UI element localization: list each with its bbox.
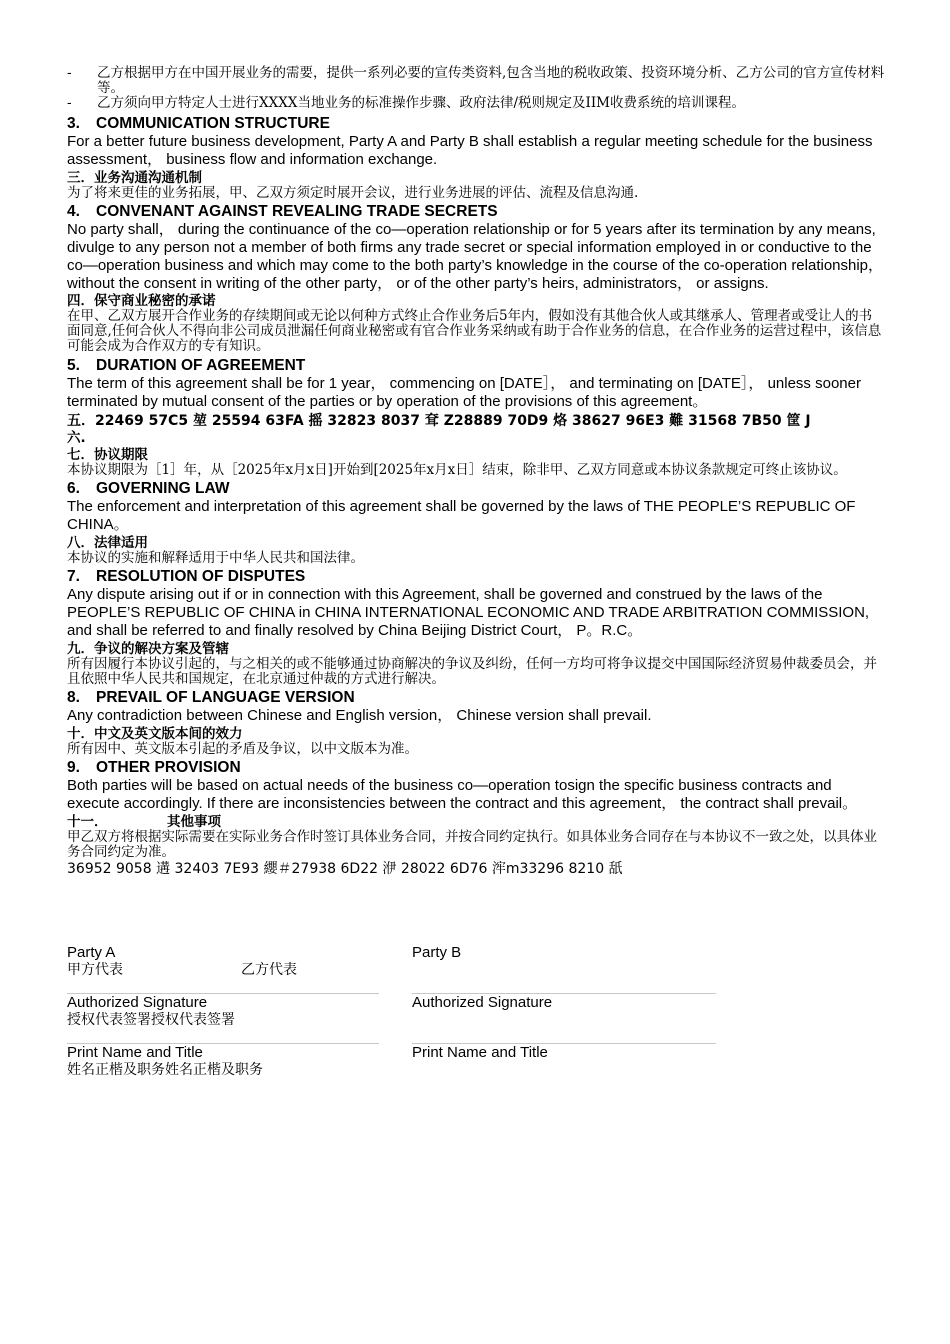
section-number: 9. bbox=[67, 759, 80, 776]
section-7-zh-body: 所有因履行本协议引起的，与之相关的或不能够通过协商解决的争议及纠纷，任何一方均可将争议提交中国国际经济贸易仲裁委员会，并且依照中华人民共和国规定，在北京通过仲裁的方式进行解决。 bbox=[67, 656, 877, 687]
section-4-body: No party shall， during the continuance of the co—operation relationship or for 5 years after its termination by any means, divulge to any person not a member of both firms any trade secret or special information employed in or conductive to the co—operation business and which may come to the both party’s knowledge in the course of the co-operation relationship， without the consent in writing of the other party， or of the other party’s heirs, administrators， or assigns. bbox=[67, 221, 884, 292]
bullet-text: 乙方须向甲方特定人士进行XXXX当地业务的标准操作步骤、政府法律/税则规定及IIM收费系统的培训课程。 bbox=[97, 95, 745, 111]
section-title: RESOLUTION OF DISPUTES bbox=[96, 568, 306, 585]
section-9-body: Both parties will be based on actual needs of the business co—operation tosign the specific business contracts and execute accordingly. If there are inconsistencies between the contract and this agreement， the contract shall prevail。 bbox=[67, 777, 858, 812]
section-9-heading bbox=[67, 759, 885, 777]
section-title: PREVAIL OF LANGUAGE VERSION bbox=[96, 689, 355, 706]
bullet-marker: - bbox=[67, 95, 72, 111]
authorized-signature-b-label: Authorized Signature bbox=[412, 994, 553, 1011]
print-name-b-label: Print Name and Title bbox=[412, 1044, 548, 1061]
bullet-marker: - bbox=[67, 65, 72, 81]
section-5-body: The term of this agreement shall be for 1 year， commencing on [DATE］， and terminating on [DATE］， unless sooner terminated by mutual consent of the parties or by operation of the provisions of this agreement。 bbox=[67, 375, 861, 410]
section-six-marker: 六. bbox=[67, 430, 86, 446]
section-4-zh-heading: 四．保守商业秘密的承诺 bbox=[67, 293, 216, 309]
garbled-text-line: 36952 9058 遘 32403 7E93 纓＃27938 6D22 洢 28022 6D76 浶m33296 8210 舐 bbox=[67, 861, 623, 877]
section-title: GOVERNING LAW bbox=[96, 480, 230, 497]
document-body bbox=[67, 66, 885, 877]
section-8-heading bbox=[67, 689, 885, 707]
section-4-zh-body: 在甲、乙双方展开合作业务的存续期间或无论以何种方式终止合作业务后5年内，假如没有其他合伙人或其继承人、管理者或受让人的书面同意,任何合伙人不得向非公司成员泄漏任何商业秘密或有官合作业务采纳或有助于合作业务的信息，在合作业务的运营过程中，该信息可能会成为合作双方的专有知识。 bbox=[67, 308, 882, 354]
section-number: 5. bbox=[67, 357, 80, 374]
section-6-body: The enforcement and interpretation of this agreement shall be governed by the laws of THE PEOPLE’S REPUBLIC OF CHINA。 bbox=[67, 498, 856, 533]
bullet-item bbox=[67, 66, 885, 96]
authorized-signature-zh-label: 授权代表签署授权代表签署 bbox=[67, 1012, 235, 1028]
party-b-zh-label: 乙方代表 bbox=[241, 962, 297, 978]
section-6-heading bbox=[67, 480, 885, 498]
print-name-a-label: Print Name and Title bbox=[67, 1044, 203, 1061]
section-7-heading bbox=[67, 568, 885, 586]
bullet-text: 乙方根据甲方在中国开展业务的需要，提供一系列必要的宣传类资料,包含当地的税收政策、投资环境分析、乙方公司的官方宣传材料等。 bbox=[97, 65, 885, 96]
section-title: DURATION OF AGREEMENT bbox=[96, 357, 306, 374]
section-8-zh-heading: 十．中文及英文版本间的效力 bbox=[67, 726, 243, 742]
section-8-zh-body: 所有因中、英文版本引起的矛盾及争议，以中文版本为准。 bbox=[67, 741, 418, 757]
section-5-heading bbox=[67, 357, 885, 375]
section-number: 3. bbox=[67, 115, 80, 132]
section-number: 4. bbox=[67, 203, 80, 220]
party-b-label: Party B bbox=[412, 944, 462, 961]
section-8-body: Any contradiction between Chinese and English version， Chinese version shall prevail. bbox=[67, 707, 652, 724]
party-a-zh-label: 甲方代表 bbox=[67, 962, 123, 978]
section-9-zh-number: 十一． bbox=[67, 814, 108, 830]
section-5-zh-heading: 七．协议期限 bbox=[67, 447, 148, 463]
section-3-zh-heading: 三．业务沟通沟通机制 bbox=[67, 170, 202, 186]
section-6-zh-body: 本协议的实施和解释适用于中华人民共和国法律。 bbox=[67, 550, 364, 566]
section-7-zh-heading: 九．争议的解决方案及管辖 bbox=[67, 641, 229, 657]
section-number: 6. bbox=[67, 480, 80, 497]
section-7-body: Any dispute arising out if or in connection with this Agreement, shall be governed and construed by the laws of the PEOPLE’S REPUBLIC OF CHINA in CHINA INTERNATIONAL ECONOMIC AND TRADE ARBITRATION COMMISSION, and shall be referred to and finally resolved by China Beijing District Court， P。R.C。 bbox=[67, 586, 870, 639]
section-title: OTHER PROVISION bbox=[96, 759, 241, 776]
authorized-signature-a-label: Authorized Signature bbox=[67, 994, 208, 1011]
section-3-body: For a better future business development, Party A and Party B shall establish a regular meeting schedule for the business assessment， business flow and information exchange. bbox=[67, 133, 873, 168]
garbled-text-line: 五．22469 57C5 堃 25594 63FA 摇 32823 8037 耷 Z28889 70D9 烙 38627 96E3 難 31568 7B50 筐 J bbox=[67, 413, 811, 429]
party-a-label: Party A bbox=[67, 944, 116, 961]
section-9-zh-title: 其他事项 bbox=[167, 814, 221, 830]
section-number: 7. bbox=[67, 568, 80, 585]
section-6-zh-heading: 八．法律适用 bbox=[67, 535, 148, 551]
section-4-heading bbox=[67, 203, 885, 221]
print-name-zh-label: 姓名正楷及职务姓名正楷及职务 bbox=[67, 1062, 263, 1078]
section-9-zh-body: 甲乙双方将根据实际需要在实际业务合作时签订具体业务合同，并按合同约定执行。如具体业务合同存在与本协议不一致之处，以具体业务合同约定为准。 bbox=[67, 829, 877, 860]
section-number: 8. bbox=[67, 689, 80, 706]
section-title: CONVENANT AGAINST REVEALING TRADE SECRETS bbox=[96, 203, 498, 220]
section-3-zh-body: 为了将来更佳的业务拓展，甲、乙双方须定时展开会议，进行业务进展的评估、流程及信息沟通. bbox=[67, 185, 639, 201]
section-3-heading bbox=[67, 115, 885, 133]
section-title: COMMUNICATION STRUCTURE bbox=[96, 115, 330, 132]
section-9-zh-heading bbox=[67, 815, 885, 830]
bullet-item bbox=[67, 96, 885, 111]
section-5-zh-body: 本协议期限为［1］年，从［2025年x月x日]开始到[2025年x月x日］结束，除非甲、乙双方同意或本协议条款规定可终止该协议。 bbox=[67, 462, 847, 478]
